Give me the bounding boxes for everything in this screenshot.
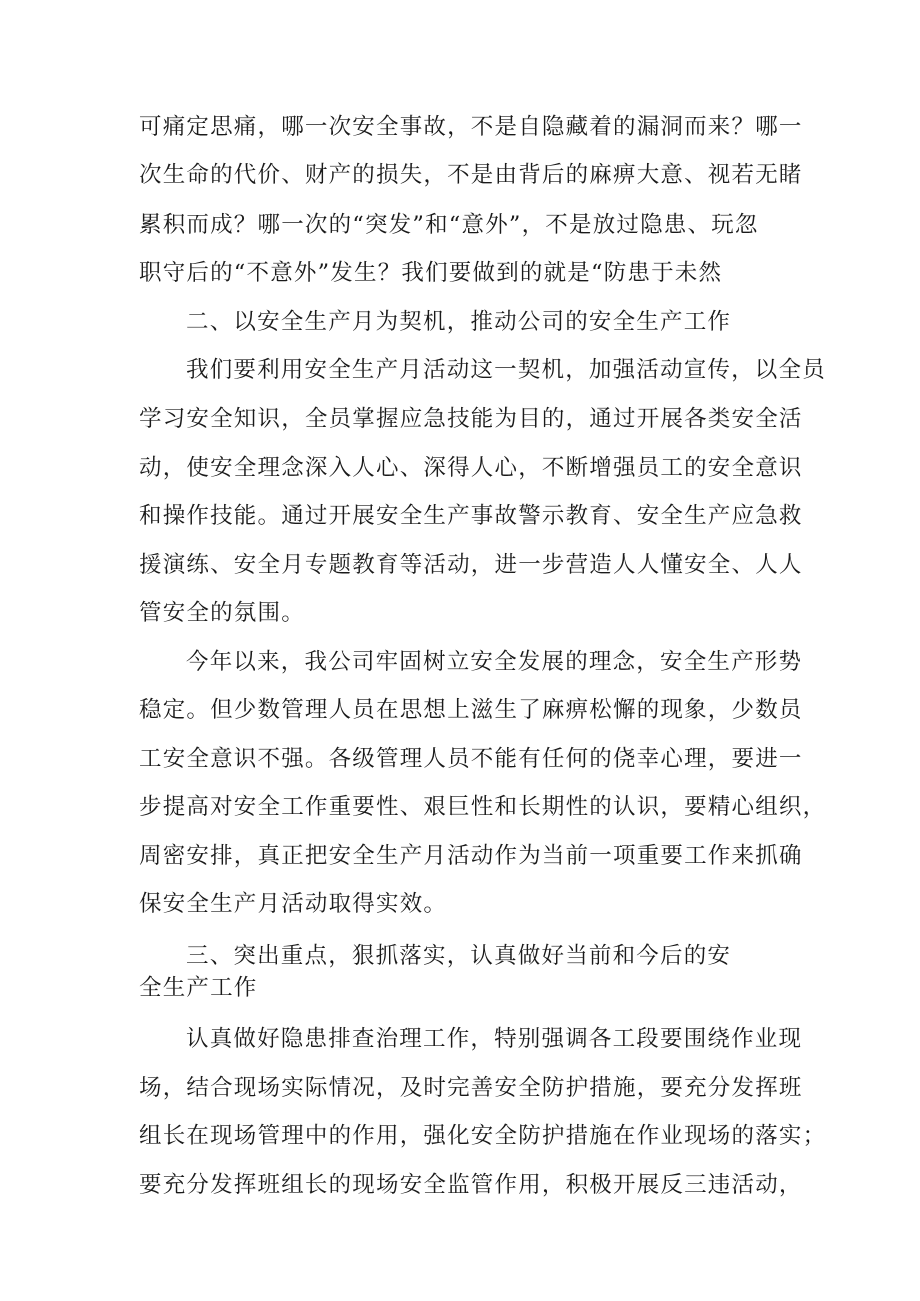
section-heading-2: 二、以安全生产月为契机，推动公司的安全生产工作 bbox=[186, 309, 732, 335]
paragraph-line: 和操作技能。通过开展安全生产事故警示教育、安全生产应急救 bbox=[139, 503, 803, 529]
paragraph-line: 援演练、安全月专题教育等活动，进一步营造人人懂安全、人人 bbox=[139, 552, 803, 578]
paragraph-line: 步提高对安全工作重要性、艰巨性和长期性的认识，要精心组织， bbox=[139, 794, 827, 820]
section-heading-3-continued: 全生产工作 bbox=[139, 975, 258, 1001]
paragraph-line: 职守后的“不意外”发生？我们要做到的就是“防患于未然 bbox=[139, 260, 723, 286]
paragraph-line: 动，使安全理念深入人心、深得人心，不断增强员工的安全意识 bbox=[139, 455, 803, 481]
paragraph-line: 累积而成？哪一次的“突发”和“意外”，不是放过隐患、玩忽 bbox=[139, 212, 759, 238]
paragraph-line: 组长在现场管理中的作用，强化安全防护措施在作业现场的落实； bbox=[139, 1123, 827, 1149]
section-heading-3: 三、突出重点，狠抓落实，认真做好当前和今后的安 bbox=[186, 943, 732, 969]
paragraph-line: 稳定。但少数管理人员在思想上滋生了麻痹松懈的现象，少数员 bbox=[139, 697, 803, 723]
paragraph-line: 周密安排，真正把安全生产月活动作为当前一项重要工作来抓确 bbox=[139, 843, 803, 869]
paragraph-line: 我们要利用安全生产月活动这一契机，加强活动宣传，以全员 bbox=[186, 357, 826, 383]
paragraph-line: 工安全意识不强。各级管理人员不能有任何的侥幸心理，要进一 bbox=[139, 746, 803, 772]
paragraph-line: 要充分发挥班组长的现场安全监管作用，积极开展反三违活动， bbox=[139, 1172, 803, 1198]
paragraph-line: 可痛定思痛，哪一次安全事故，不是自隐藏着的漏洞而来？哪一 bbox=[139, 114, 803, 140]
paragraph-line: 次生命的代价、财产的损失，不是由背后的麻痹大意、视若无睹 bbox=[139, 162, 803, 188]
paragraph-line: 管安全的氛围。 bbox=[139, 600, 305, 626]
paragraph-line: 今年以来，我公司牢固树立安全发展的理念，安全生产形势 bbox=[186, 649, 803, 675]
paragraph-line: 认真做好隐患排查治理工作，特别强调各工段要围绕作业现 bbox=[186, 1026, 803, 1052]
paragraph-line: 学习安全知识，全员掌握应急技能为目的，通过开展各类安全活 bbox=[139, 406, 803, 432]
paragraph-line: 场，结合现场实际情况，及时完善安全防护措施，要充分发挥班 bbox=[139, 1075, 803, 1101]
paragraph-line: 保安全生产月活动取得实效。 bbox=[139, 891, 448, 917]
